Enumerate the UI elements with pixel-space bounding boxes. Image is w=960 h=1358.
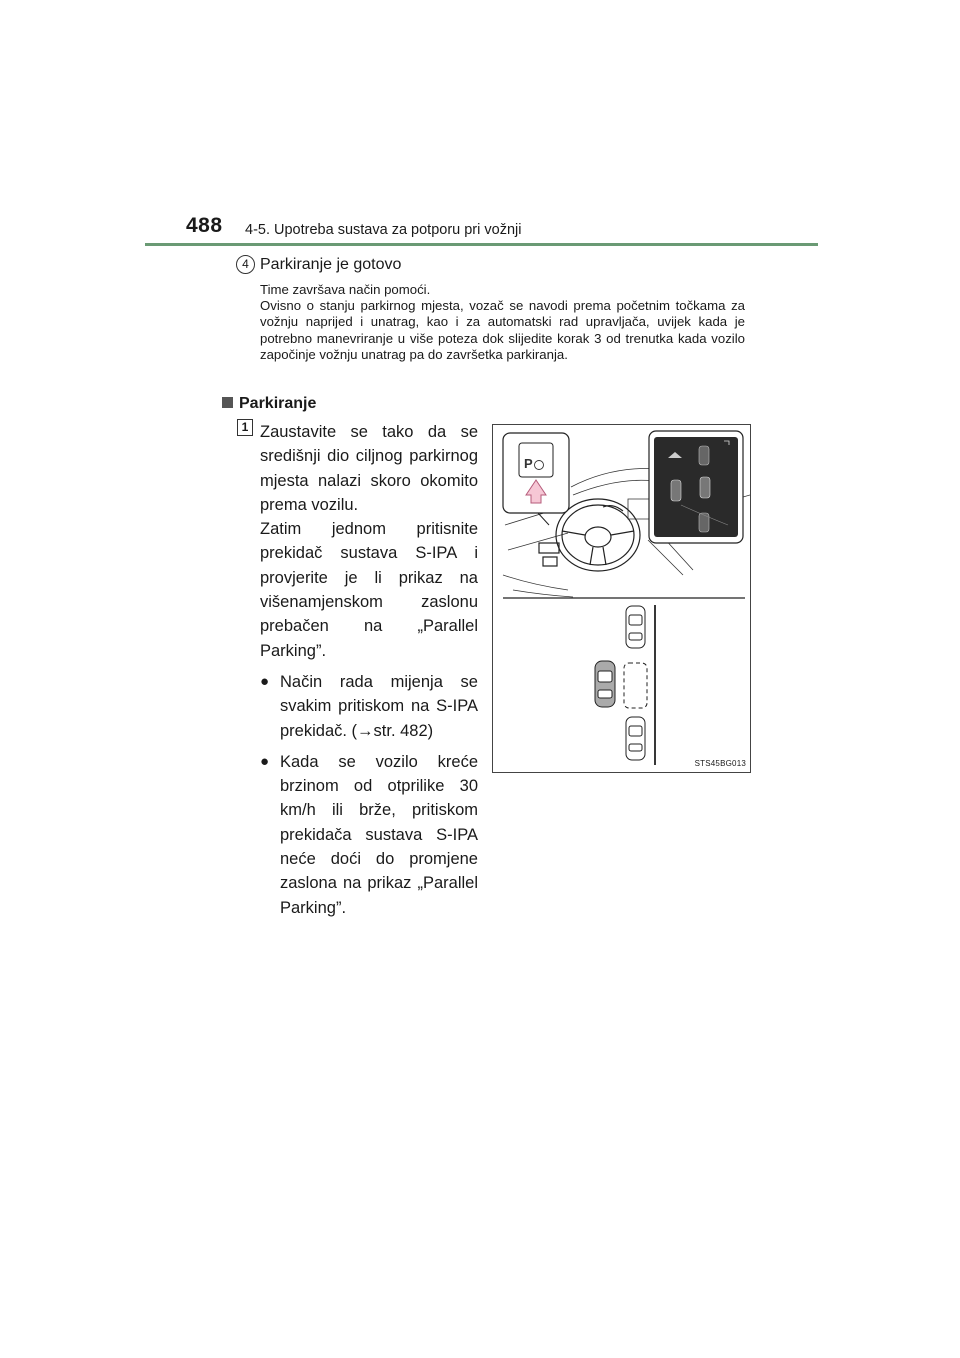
- parked-car-bottom-icon: [626, 717, 645, 760]
- illustration-svg: [493, 425, 750, 772]
- switch-label: P: [524, 456, 533, 471]
- step-1-para-1: Zaustavite se tako da se središnji dio ciljnog parkirnog mjesta nalazi skoro okomito prema vozilu.: [260, 423, 478, 514]
- own-vehicle-icon: [595, 661, 615, 707]
- section-title: 4-5. Upotreba sustava za potporu pri vožnji: [245, 222, 522, 238]
- step-4-marker: 4: [236, 255, 255, 274]
- target-parking-space: [624, 663, 647, 708]
- step-4-line-2: Ovisno o stanju parkirnog mjesta, vozač se navodi prema početnim točkama za vožnju naprijed i unatrag, kao i za automatski rad upravljača, uvijek kada je potrebno manevriranje u više poteza dok slijedite korak 3 od trenutka kada vozilo započinje vožnju unatrag pa do završetka parkiranja.: [260, 298, 745, 362]
- step-1-marker: 1: [237, 419, 253, 436]
- bullet-dot-icon: ●: [260, 672, 270, 690]
- parking-illustration: [492, 424, 751, 773]
- page-number: 488: [186, 214, 223, 237]
- bullet-dot-icon: ●: [260, 752, 270, 770]
- header-rule: [145, 243, 818, 246]
- bullet-item: ● Kada se vozilo kreće brzinom od otprilike 30 km/h ili brže, pritiskom prekidača sustava S-IPA neće doći do promjene zaslona na prikaz „Parallel Parking”.: [260, 750, 478, 920]
- square-bullet-icon: [222, 397, 233, 408]
- step-1-para-2: Zatim jednom pritisnite prekidač sustava S-IPA i provjerite je li prikaz na višenamjenskom zaslonu prebačen na „Parallel Parking”.: [260, 520, 478, 660]
- step-4-body: [260, 282, 745, 363]
- multi-information-display: [654, 437, 738, 537]
- parked-car-top-icon: [626, 606, 645, 648]
- step-4-title: Parkiranje je gotovo: [260, 256, 402, 273]
- bullet-item: ● Način rada mijenja se svakim pritiskom na S-IPA prekidač. (→str. 482): [260, 670, 478, 743]
- step-1-body: [260, 420, 478, 920]
- figure-code: STS45BG013: [694, 759, 746, 768]
- section-heading: [222, 395, 316, 413]
- section-heading-text: Parkiranje: [239, 395, 317, 412]
- step-4-line-1: Time završava način pomoći.: [260, 282, 431, 297]
